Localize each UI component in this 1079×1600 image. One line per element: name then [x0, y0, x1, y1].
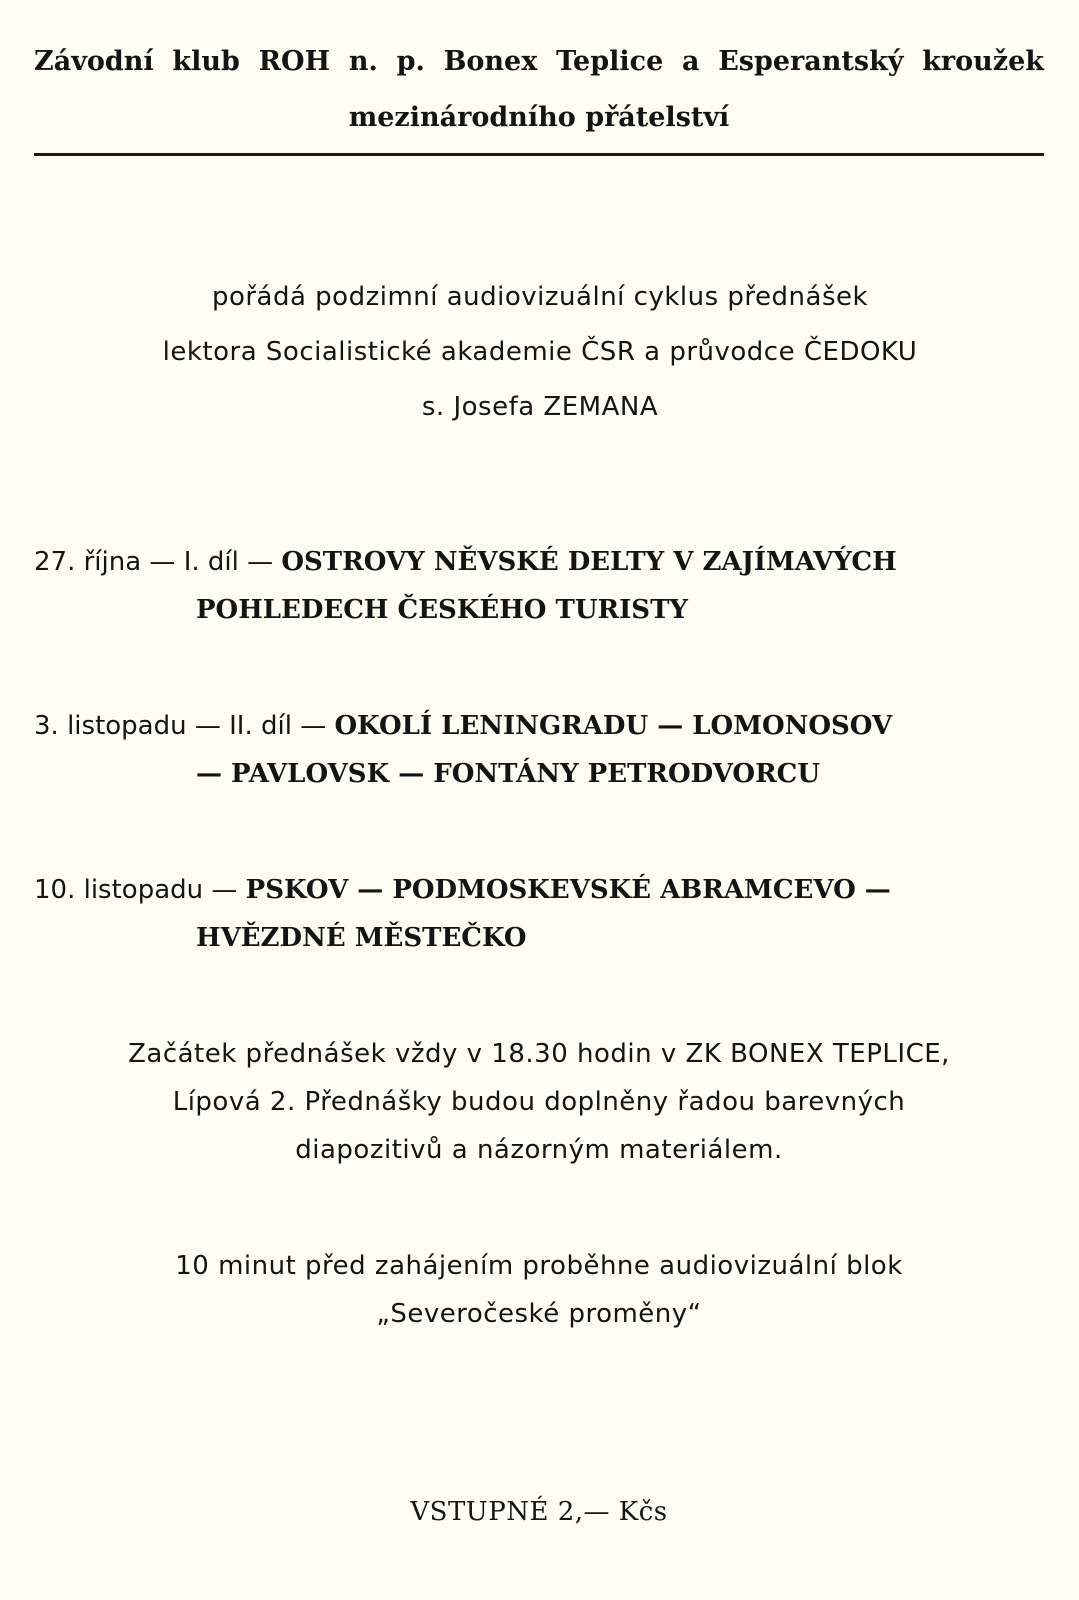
info-line-1: Začátek přednášek vždy v 18.30 hodin v ZK BONEX TEPLICE,: [128, 1039, 950, 1069]
organizer-header: [34, 34, 1044, 146]
program-title-continued: POHLEDECH ČESKÉHO TURISTY: [196, 595, 688, 625]
program-title: OSTROVY NĚVSKÉ DELTY V ZAJÍMAVÝCH: [281, 547, 897, 577]
intro-line-1: pořádá podzimní audiovizuální cyklus přednášek: [211, 282, 869, 312]
program-title-continued: HVĚZDNÉ MĚSTEČKO: [196, 923, 527, 953]
lecture-info: [34, 1030, 1044, 1174]
program-entry-1: [34, 538, 1044, 634]
admission-fee: VSTUPNÉ 2,— Kčs: [410, 1497, 668, 1527]
intro-line-3: s. Josefa ZEMANA: [421, 392, 659, 422]
header-divider: [34, 153, 1044, 156]
program-entry-2: [34, 702, 1044, 798]
program-title: PSKOV — PODMOSKEVSKÉ ABRAMCEVO —: [245, 875, 891, 905]
intro-text: [40, 270, 1040, 435]
info-line-3: diapozitivů a názorným materiálem.: [295, 1135, 783, 1165]
pre-line-1: 10 minut před zahájením proběhne audiovizuální blok: [175, 1251, 903, 1281]
program-entry-3: [34, 866, 1044, 962]
program-title: OKOLÍ LENINGRADU — LOMONOSOV: [334, 711, 893, 741]
organizer-line-1: Závodní klub ROH n. p. Bonex Teplice a Esperantský kroužek: [34, 46, 1044, 77]
organizer-line-2: mezinárodního přátelství: [348, 102, 730, 133]
program-date: 10. listopadu —: [34, 875, 246, 905]
pre-line-2: „Severočeské proměny“: [376, 1299, 702, 1329]
pre-lecture-block: [34, 1242, 1044, 1338]
info-line-2: Lípová 2. Přednášky budou doplněny řadou barevných: [172, 1087, 906, 1117]
intro-line-2: lektora Socialistické akademie ČSR a průvodce ČEDOKU: [162, 337, 918, 367]
program-date: 3. listopadu — II. díl —: [34, 711, 335, 741]
program-title-continued: — PAVLOVSK — FONTÁNY PETRODVORCU: [196, 759, 821, 789]
program-date: 27. října — I. díl —: [34, 547, 282, 577]
